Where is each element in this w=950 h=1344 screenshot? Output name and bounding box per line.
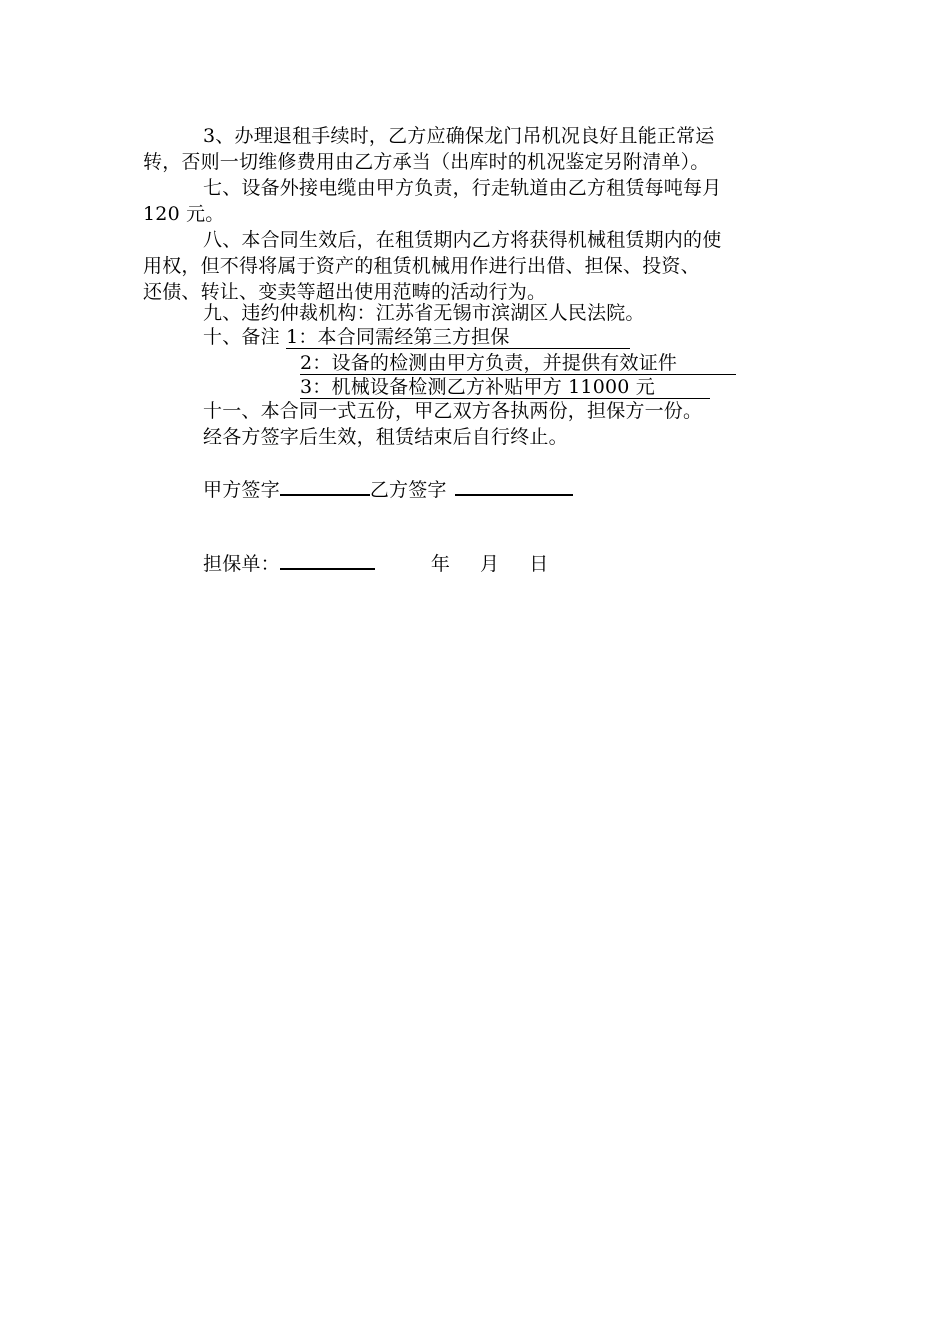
remarks-row-2 bbox=[300, 350, 736, 376]
date-month-label: 月 bbox=[480, 553, 500, 575]
remark-2-text: 2：设备的检测由甲方负责，并提供有效证件 bbox=[300, 352, 678, 374]
remarks-label: 十、备注 bbox=[203, 326, 280, 348]
party-a-signature-blank[interactable] bbox=[280, 474, 370, 496]
remark-2 bbox=[300, 353, 736, 375]
remarks-row-1 bbox=[203, 324, 630, 350]
clause-3-line-2: 转，否则一切维修费用由乙方承当（出库时的机况鉴定另附清单）。 bbox=[143, 151, 710, 173]
clause-8-line-1: 八、本合同生效后，在租赁期内乙方将获得机械租赁期内的使 bbox=[203, 229, 722, 251]
party-a-label: 甲方签字 bbox=[203, 479, 280, 501]
party-b-label: 乙方签字 bbox=[369, 479, 447, 501]
remarks-row-3 bbox=[300, 374, 710, 400]
clause-8-line-3: 还债、转让、变卖等超出使用范畴的活动行为。 bbox=[143, 281, 547, 303]
guarantor-row bbox=[203, 548, 548, 577]
party-b-signature-blank[interactable] bbox=[455, 474, 573, 496]
clause-7-line-2: 120 元。 bbox=[143, 203, 225, 225]
date-day-label: 日 bbox=[529, 553, 549, 575]
clause-11-line-1: 十一、本合同一式五份，甲乙双方各执两份，担保方一份。 bbox=[203, 400, 703, 422]
guarantor-label: 担保单： bbox=[203, 553, 280, 575]
clause-9: 九、违约仲裁机构：江苏省无锡市滨湖区人民法院。 bbox=[203, 302, 645, 324]
clause-7-line-1: 七、设备外接电缆由甲方负责，行走轨道由乙方租赁每吨每月 bbox=[203, 177, 722, 199]
remark-3-text: 3：机械设备检测乙方补贴甲方 11000 元 bbox=[300, 376, 656, 398]
remark-1 bbox=[286, 327, 630, 349]
signature-row bbox=[203, 474, 573, 503]
date-year-label: 年 bbox=[430, 553, 451, 575]
remark-3 bbox=[300, 377, 710, 399]
clause-11-line-2: 经各方签字后生效，租赁结束后自行终止。 bbox=[203, 426, 568, 448]
clause-8-line-2: 用权，但不得将属于资产的租赁机械用作进行出借、担保、投资、 bbox=[143, 255, 700, 277]
remark-1-text: 1：本合同需经第三方担保 bbox=[286, 326, 510, 348]
guarantor-signature-blank[interactable] bbox=[280, 548, 375, 570]
clause-3-line-1: 3、办理退租手续时，乙方应确保龙门吊机况良好且能正常运 bbox=[203, 125, 715, 147]
